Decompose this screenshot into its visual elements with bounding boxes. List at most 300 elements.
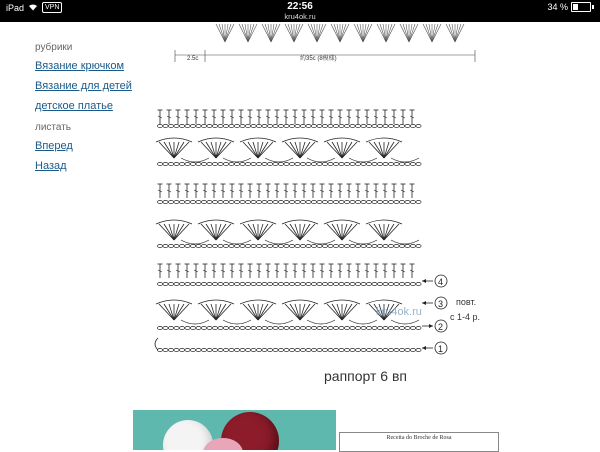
chain-stitch <box>174 200 179 203</box>
chain-stitch <box>168 162 173 165</box>
chain-stitch <box>300 348 305 351</box>
chain-stitch <box>240 162 245 165</box>
chain-stitch <box>410 348 415 351</box>
chain-stitch <box>339 244 344 247</box>
fan-stitch <box>384 142 394 158</box>
dim-left-label: 2.5c <box>187 56 199 62</box>
chain-stitch <box>174 348 179 351</box>
chain-stitch <box>251 200 256 203</box>
pattern-document-thumb[interactable] <box>339 432 499 452</box>
chain-stitch <box>207 244 212 247</box>
chain-stitch <box>262 326 267 329</box>
chain-stitch <box>289 124 294 127</box>
chain-stitch <box>179 162 184 165</box>
chain-stitch <box>179 326 184 329</box>
chain-stitch <box>256 124 261 127</box>
chain-stitch <box>240 244 245 247</box>
chain-stitch <box>388 162 393 165</box>
stitch <box>340 24 346 42</box>
chain-stitch <box>317 124 322 127</box>
chain-stitch <box>377 200 382 203</box>
row-markers <box>422 275 447 354</box>
row-label-2: 2 <box>438 322 444 332</box>
chain-stitch <box>267 162 272 165</box>
chain-stitch <box>234 124 239 127</box>
chain-stitch <box>383 326 388 329</box>
fan-arc <box>282 220 318 224</box>
chain-arc <box>349 320 377 324</box>
chain-stitch <box>190 326 195 329</box>
chain-stitch <box>339 200 344 203</box>
chain-stitch <box>223 244 228 247</box>
fan-stitch <box>300 224 310 240</box>
chain-stitch <box>333 282 338 285</box>
fan-stitch <box>174 142 184 158</box>
stitch <box>271 24 277 42</box>
chain-stitch <box>399 244 404 247</box>
stitch <box>432 24 438 42</box>
chain-stitch <box>185 282 190 285</box>
chain-stitch <box>174 124 179 127</box>
chain-stitch <box>168 348 173 351</box>
chain-stitch <box>311 200 316 203</box>
chain-stitch <box>245 124 250 127</box>
chain-stitch <box>163 282 168 285</box>
chain-stitch <box>372 282 377 285</box>
chain-stitch <box>256 326 261 329</box>
chain-stitch <box>196 326 201 329</box>
chain-stitch <box>234 244 239 247</box>
chain-stitch <box>311 162 316 165</box>
chain-stitch <box>416 124 421 127</box>
chain-stitch <box>168 326 173 329</box>
chain-arc <box>307 320 335 324</box>
chain-stitch <box>300 326 305 329</box>
chain-stitch <box>372 200 377 203</box>
chain-stitch <box>185 348 190 351</box>
chain-stitch <box>322 326 327 329</box>
fan-stitch <box>290 142 300 158</box>
chain-stitch <box>372 244 377 247</box>
chain-stitch <box>339 326 344 329</box>
section-title-rubrics: рубрики <box>35 42 73 53</box>
chain-stitch <box>179 282 184 285</box>
chain-stitch <box>328 326 333 329</box>
chain-stitch <box>201 348 206 351</box>
chain-stitch <box>229 162 234 165</box>
chain-stitch <box>223 124 228 127</box>
chain-stitch <box>284 162 289 165</box>
chain-stitch <box>306 348 311 351</box>
chain-stitch <box>284 348 289 351</box>
chain-stitch <box>383 124 388 127</box>
chain-stitch <box>284 282 289 285</box>
chain-stitch <box>284 326 289 329</box>
stitch <box>380 24 386 42</box>
chain-stitch <box>306 326 311 329</box>
fan-stitch <box>216 304 226 320</box>
chain-stitch <box>295 348 300 351</box>
chain-stitch <box>218 244 223 247</box>
chain-stitch <box>185 244 190 247</box>
chain-stitch <box>218 200 223 203</box>
watermark: kru4ok.ru <box>376 306 422 318</box>
fan-stitch <box>258 224 268 240</box>
row-marker-1 <box>422 342 447 354</box>
chain-stitch <box>410 162 415 165</box>
chain-stitch <box>317 348 322 351</box>
chain-stitch <box>185 162 190 165</box>
fan-arc <box>366 138 402 142</box>
chain-stitch <box>394 200 399 203</box>
chain-stitch <box>372 162 377 165</box>
chain-stitch <box>295 162 300 165</box>
chain-stitch <box>372 124 377 127</box>
chain-stitch <box>344 162 349 165</box>
stitch <box>334 24 340 42</box>
chain-stitch <box>394 348 399 351</box>
status-right <box>547 2 594 12</box>
chain-stitch <box>267 348 272 351</box>
chain-stitch <box>251 326 256 329</box>
chain-stitch <box>245 200 250 203</box>
chain-stitch <box>355 162 360 165</box>
chain-stitch <box>394 282 399 285</box>
chain-stitch <box>273 282 278 285</box>
chain-stitch <box>317 326 322 329</box>
chain-stitch <box>201 282 206 285</box>
fan-stitch <box>206 224 216 240</box>
chain-arc <box>223 320 251 324</box>
chain-stitch <box>163 124 168 127</box>
chain-stitch <box>267 244 272 247</box>
chain-stitch <box>157 200 162 203</box>
chain-stitch <box>179 244 184 247</box>
chain-stitch <box>416 348 421 351</box>
chain-stitch <box>179 348 184 351</box>
chain-stitch <box>157 326 162 329</box>
chain-stitch <box>289 348 294 351</box>
chain-stitch <box>317 244 322 247</box>
chain-stitch <box>212 282 217 285</box>
fan-stitch <box>164 304 174 320</box>
chain-stitch <box>388 124 393 127</box>
fan-stitch <box>248 142 258 158</box>
chain-stitch <box>295 326 300 329</box>
chain-stitch <box>328 244 333 247</box>
chain-stitch <box>405 282 410 285</box>
chain-stitch <box>218 282 223 285</box>
chain-stitch <box>262 124 267 127</box>
chain-stitch <box>190 244 195 247</box>
fan-stitch <box>258 142 268 158</box>
chain-stitch <box>207 348 212 351</box>
chain-stitch <box>366 162 371 165</box>
link-back[interactable]: Назад <box>35 160 67 172</box>
chain-stitch <box>344 124 349 127</box>
chain-stitch <box>207 200 212 203</box>
chain-stitch <box>399 124 404 127</box>
battery-tip <box>592 5 594 9</box>
chain-stitch <box>234 348 239 351</box>
fan-arc <box>324 138 360 142</box>
chain-stitch <box>234 162 239 165</box>
chain-arc <box>181 158 209 162</box>
chain-stitch <box>328 200 333 203</box>
chain-stitch <box>218 326 223 329</box>
battery-percent: 34 % <box>547 2 568 12</box>
chain-stitch <box>273 124 278 127</box>
chain-stitch <box>295 124 300 127</box>
chain-stitch <box>240 348 245 351</box>
turning-chain <box>155 338 158 350</box>
chain-stitch <box>383 162 388 165</box>
chain-stitch <box>262 348 267 351</box>
stitch <box>449 24 455 42</box>
chain-stitch <box>168 124 173 127</box>
chain-stitch <box>196 124 201 127</box>
chain-stitch <box>245 348 250 351</box>
fan-stitch <box>342 224 352 240</box>
chain-stitch <box>350 162 355 165</box>
chain-stitch <box>190 282 195 285</box>
chain-arc <box>391 240 419 244</box>
chain-stitch <box>223 348 228 351</box>
chain-stitch <box>322 244 327 247</box>
chain-stitch <box>157 348 162 351</box>
dim-main-label: 約35c (8模様) <box>300 56 337 62</box>
battery-level <box>573 4 578 10</box>
fan-stitch <box>342 142 352 158</box>
chain-stitch <box>168 244 173 247</box>
chain-stitch <box>256 162 261 165</box>
chain-stitch <box>355 200 360 203</box>
chain-stitch <box>163 244 168 247</box>
chain-stitch <box>339 282 344 285</box>
clock: 22:56 <box>287 1 313 12</box>
vpn-badge: VPN <box>42 2 62 13</box>
chain-stitch <box>399 282 404 285</box>
chain-stitch <box>333 124 338 127</box>
fan-stitch <box>342 304 352 320</box>
chain-stitch <box>317 200 322 203</box>
chain-stitch <box>267 200 272 203</box>
chain-stitch <box>377 282 382 285</box>
chain-stitch <box>240 124 245 127</box>
stitch <box>288 24 294 42</box>
chain-stitch <box>361 200 366 203</box>
chain-stitch <box>322 124 327 127</box>
chain-stitch <box>355 282 360 285</box>
stitch <box>248 24 254 42</box>
chain-stitch <box>361 326 366 329</box>
chain-stitch <box>218 348 223 351</box>
chain-stitch <box>278 124 283 127</box>
chain-stitch <box>278 162 283 165</box>
chain-stitch <box>322 348 327 351</box>
chain-stitch <box>322 282 327 285</box>
chain-stitch <box>344 326 349 329</box>
address-url[interactable]: kru4ok.ru <box>284 12 316 21</box>
chain-stitch <box>344 200 349 203</box>
chain-stitch <box>157 162 162 165</box>
chain-stitch <box>300 200 305 203</box>
chain-stitch <box>295 244 300 247</box>
chain-stitch <box>196 348 201 351</box>
chain-stitch <box>410 282 415 285</box>
chain-arc <box>391 158 419 162</box>
chain-stitch <box>350 124 355 127</box>
chain-stitch <box>256 200 261 203</box>
chain-arc <box>349 158 377 162</box>
stitch <box>265 24 271 42</box>
chain-stitch <box>355 348 360 351</box>
chain-stitch <box>273 200 278 203</box>
stitch <box>225 24 231 42</box>
chain-stitch <box>394 326 399 329</box>
chain-stitch <box>416 326 421 329</box>
device-label: iPad <box>6 2 25 13</box>
chain-arc <box>307 158 335 162</box>
chain-stitch <box>388 348 393 351</box>
chain-stitch <box>405 200 410 203</box>
chain-stitch <box>317 282 322 285</box>
chain-stitch <box>350 282 355 285</box>
chain-stitch <box>300 244 305 247</box>
fan-stitch <box>290 224 300 240</box>
link-crochet[interactable]: Вязание крючком <box>35 60 125 72</box>
chain-stitch <box>366 124 371 127</box>
fan-stitch <box>258 304 268 320</box>
fan-arc <box>240 300 276 304</box>
chain-stitch <box>240 326 245 329</box>
chain-stitch <box>212 124 217 127</box>
chain-stitch <box>388 326 393 329</box>
fan-stitch <box>206 304 216 320</box>
chain-stitch <box>361 282 366 285</box>
fan-stitch <box>216 224 226 240</box>
chain-stitch <box>168 200 173 203</box>
chain-stitch <box>262 200 267 203</box>
chain-stitch <box>174 282 179 285</box>
chain-stitch <box>328 282 333 285</box>
chain-stitch <box>218 124 223 127</box>
chain-stitch <box>322 162 327 165</box>
chain-stitch <box>201 326 206 329</box>
chain-stitch <box>355 326 360 329</box>
repeat-note-1: повт. <box>456 297 477 307</box>
chain-arc <box>391 320 419 324</box>
fan-stitch <box>164 142 174 158</box>
fan-arc <box>240 220 276 224</box>
chain-stitch <box>377 244 382 247</box>
chain-arc <box>223 240 251 244</box>
chain-stitch <box>190 200 195 203</box>
stitch <box>294 24 300 42</box>
chain-stitch <box>344 244 349 247</box>
chain-stitch <box>212 244 217 247</box>
chain-stitch <box>322 200 327 203</box>
chain-stitch <box>399 162 404 165</box>
chain-stitch <box>218 162 223 165</box>
fan-stitch <box>206 142 216 158</box>
chain-stitch <box>251 162 256 165</box>
chain-stitch <box>201 244 206 247</box>
stitch <box>426 24 432 42</box>
roses-photo[interactable] <box>133 410 336 450</box>
chain-stitch <box>333 326 338 329</box>
chain-stitch <box>410 244 415 247</box>
chain-stitch <box>289 162 294 165</box>
fan-arc <box>324 220 360 224</box>
chain-stitch <box>383 200 388 203</box>
chain-stitch <box>394 124 399 127</box>
chain-stitch <box>174 244 179 247</box>
link-kids-knitting[interactable]: Вязание для детей <box>35 80 132 92</box>
chain-stitch <box>157 124 162 127</box>
chain-stitch <box>267 282 272 285</box>
crochet-diagram <box>150 98 510 398</box>
link-forward[interactable]: Вперед <box>35 140 73 152</box>
chain-stitch <box>245 244 250 247</box>
chain-stitch <box>229 282 234 285</box>
chain-stitch <box>234 282 239 285</box>
chain-stitch <box>267 326 272 329</box>
repeat-note-2: с 1-4 р. <box>450 312 481 322</box>
chain-stitch <box>278 244 283 247</box>
chain-stitch <box>366 282 371 285</box>
chain-stitch <box>295 200 300 203</box>
chain-arc <box>265 320 293 324</box>
link-kids-dress[interactable]: детское платье <box>35 100 113 112</box>
fan-stitch <box>300 142 310 158</box>
chain-stitch <box>273 162 278 165</box>
chain-stitch <box>311 244 316 247</box>
stitch <box>219 24 225 42</box>
chain-stitch <box>207 124 212 127</box>
chain-stitch <box>196 162 201 165</box>
chain-stitch <box>311 124 316 127</box>
chain-stitch <box>405 244 410 247</box>
fan-arc <box>282 138 318 142</box>
chain-stitch <box>350 244 355 247</box>
fan-arc <box>156 300 192 304</box>
fan-arc <box>366 220 402 224</box>
chain-stitch <box>328 124 333 127</box>
chain-stitch <box>317 162 322 165</box>
chain-stitch <box>190 124 195 127</box>
fan-stitch <box>300 304 310 320</box>
fan-stitch <box>174 304 184 320</box>
chain-stitch <box>278 348 283 351</box>
chain-stitch <box>163 348 168 351</box>
chain-stitch <box>179 200 184 203</box>
chain-stitch <box>245 162 250 165</box>
chain-stitch <box>174 162 179 165</box>
chain-stitch <box>344 282 349 285</box>
chain-stitch <box>284 244 289 247</box>
row-marker-4 <box>422 275 447 287</box>
chain-stitch <box>212 162 217 165</box>
chain-arc <box>349 240 377 244</box>
chain-stitch <box>234 200 239 203</box>
chain-stitch <box>212 326 217 329</box>
chain-stitch <box>229 326 234 329</box>
chain-stitch <box>295 282 300 285</box>
chain-stitch <box>350 348 355 351</box>
chain-arc <box>181 240 209 244</box>
chain-stitch <box>196 282 201 285</box>
